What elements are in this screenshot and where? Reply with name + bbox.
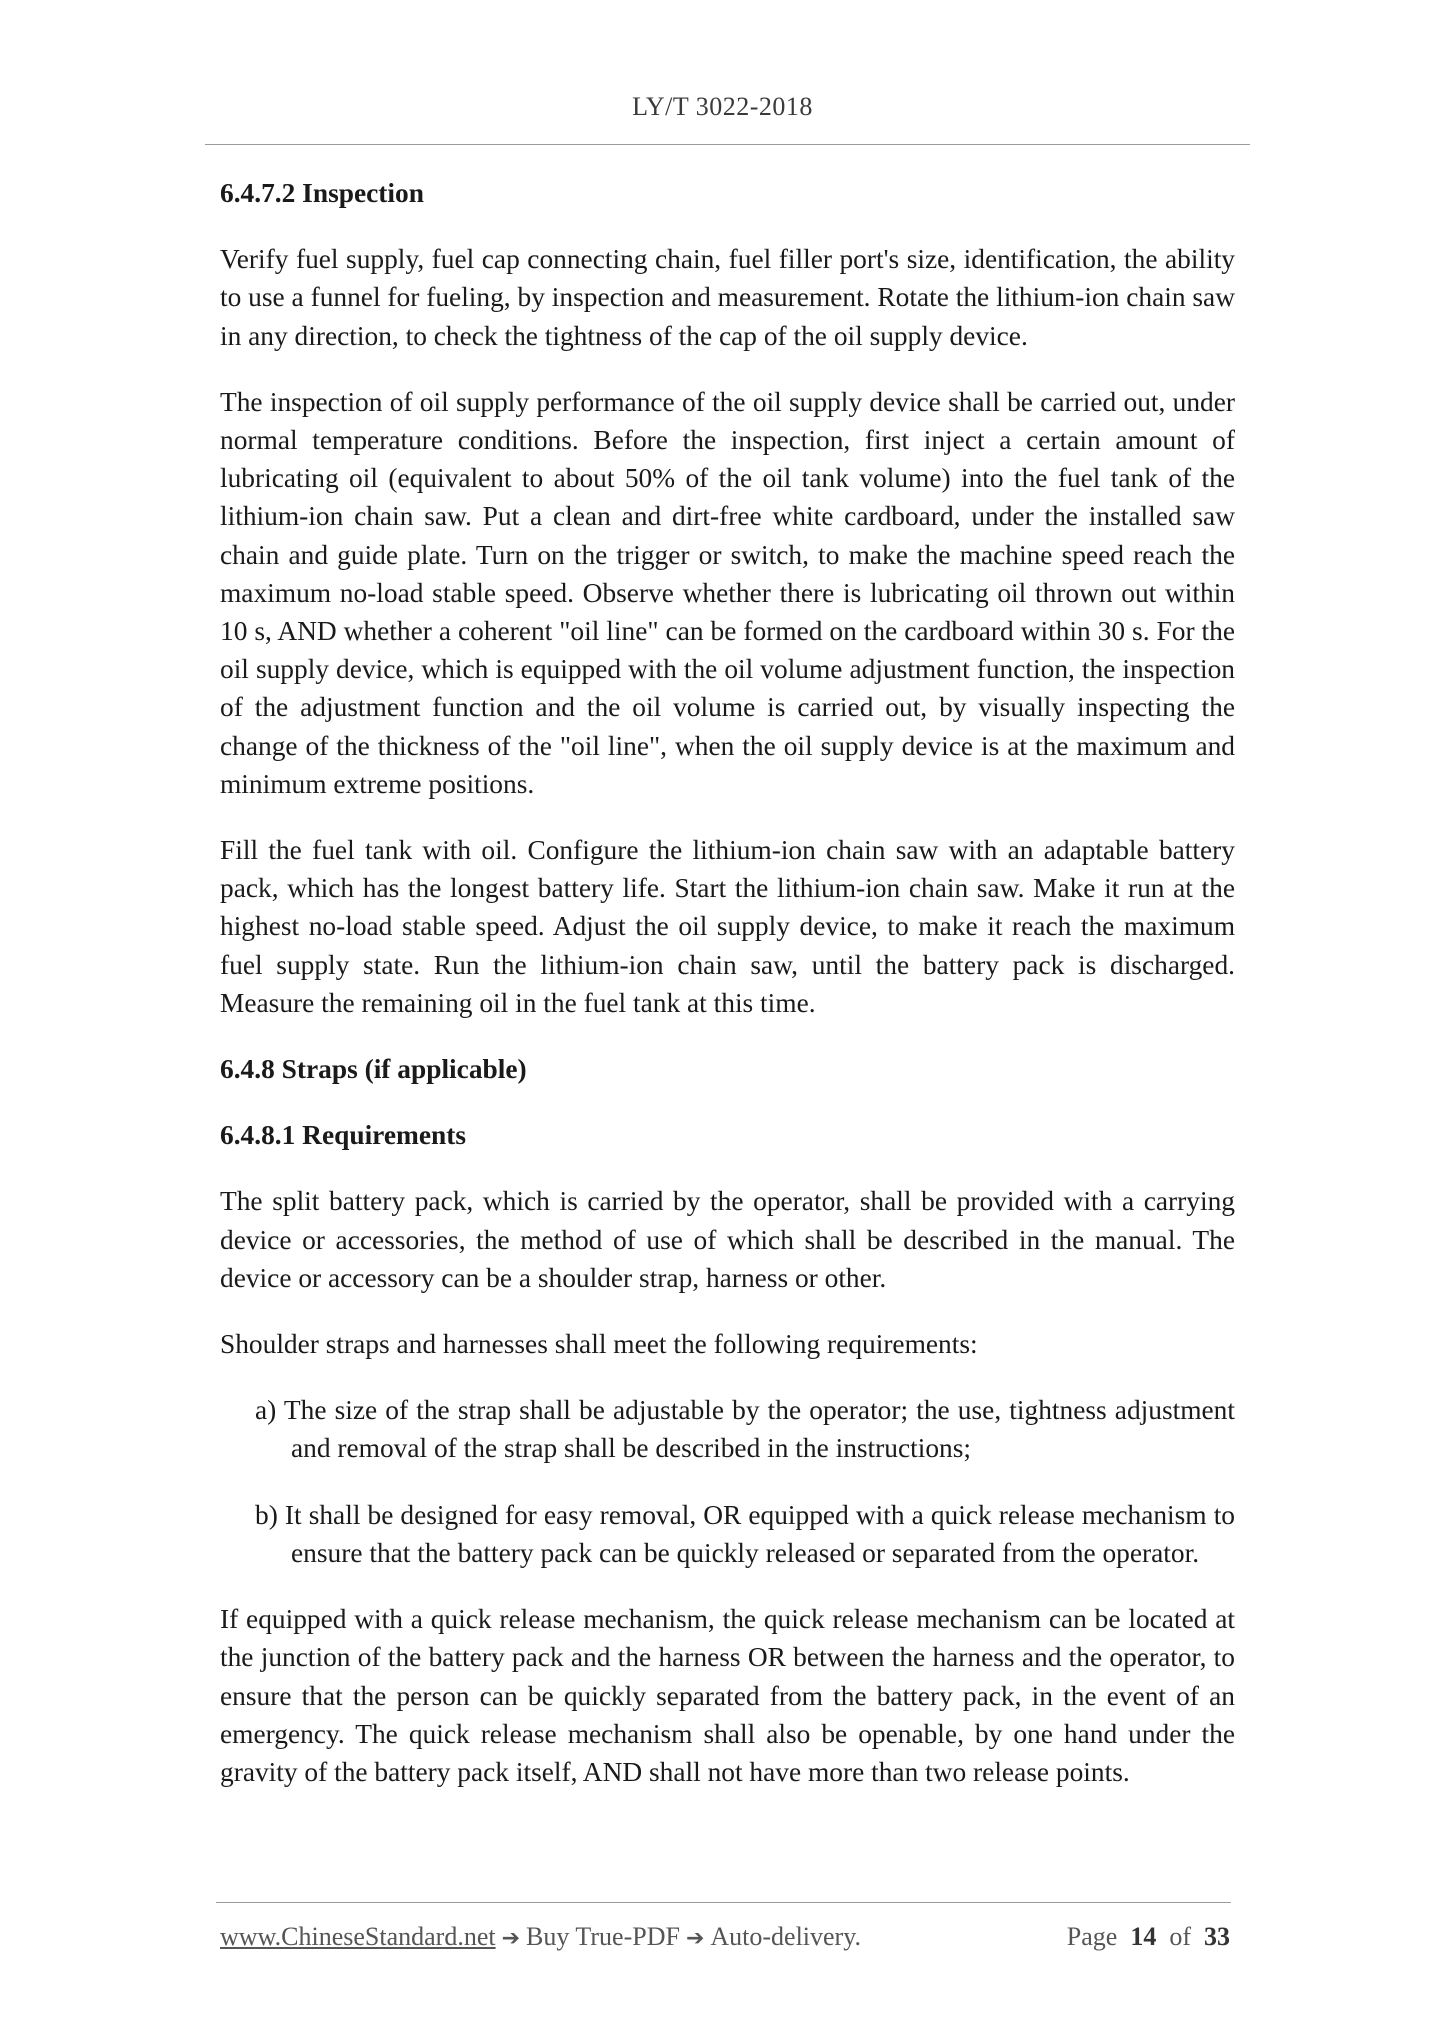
document-body [220,174,1235,1791]
section-heading-6-4-8-1: 6.4.8.1 Requirements [220,1120,466,1151]
list-item-b: b) It shall be designed for easy removal, OR equipped with a quick release mechanism to ensure that the battery pack can be quickly released or separated from the operator. [255,1499,1235,1568]
page-number: 14 [1130,1922,1157,1951]
section-heading-6-4-7-2: 6.4.7.2 Inspection [220,178,424,208]
footer-promo [220,1922,861,1952]
document-header: LY/T 3022-2018 [632,92,813,121]
paragraph: Verify fuel supply, fuel cap connecting chain, fuel filler port's size, identification, the ability to use a funnel for fueling, by inspection and measurement. Rotate the lithium-ion chain saw in any direction, to check the tightness of the cap of the oil supply device. [220,244,1235,351]
paragraph: The inspection of oil supply performance of the oil supply device shall be carried out, under normal temperature conditions. Before the inspection, first inject a certain amount of lubricating oil (equivalent to about 50% of the oil tank volume) into the fuel tank of the lithium-ion chain saw. Put a clean and dirt-free white cardboard, under the installed saw chain and guide plate. Turn on the trigger or switch, to make the machine speed reach the maximum no-load stable speed. Observe whether there is lubricating oil thrown out within 10 s, AND whether a coherent "oil line" can be formed on the cardboard within 30 s. For the oil supply device, which is equipped with the oil volume adjustment function, the inspection of the adjustment function and the oil volume is carried out, by visually inspecting the change of the thickness of the "oil line", when the oil supply device is at the maximum and minimum extreme positions. [220,386,1235,799]
site-link[interactable]: www.ChineseStandard.net [220,1922,496,1951]
page-word: Page [1066,1922,1118,1951]
page-indicator [1067,1922,1230,1952]
of-word: of [1169,1922,1191,1951]
footer-divider [216,1902,1231,1903]
arrow-right-icon: ➔ [685,1926,705,1951]
paragraph: The split battery pack, which is carried by the operator, shall be provided with a carrying device or accessories, the method of use of which shall be described in the manual. The device or accessory can be a shoulder strap, harness or other. [220,1186,1235,1293]
paragraph: Fill the fuel tank with oil. Configure the lithium-ion chain saw with an adaptable battery pack, which has the longest battery life. Start the lithium-ion chain saw. Make it run at the highest no-load stable speed. Adjust the oil supply device, to make it reach the maximum fuel supply state. Run the lithium-ion chain saw, until the battery pack is discharged. Measure the remaining oil in the fuel tank at this time. [220,835,1235,1018]
delivery-text: Auto-delivery. [710,1922,862,1951]
list-item-a: a) The size of the strap shall be adjustable by the operator; the use, tightness adjustment and removal of the strap shall be described in the instructions; [255,1395,1235,1464]
header-divider [205,144,1250,145]
page-total: 33 [1204,1922,1230,1951]
paragraph: If equipped with a quick release mechanism, the quick release mechanism can be located at the junction of the battery pack and the harness OR between the harness and the operator, to ensure that the person can be quickly separated from the battery pack, in the event of an emergency. The quick release mechanism shall also be openable, by one hand under the gravity of the battery pack itself, AND shall not have more than two release points. [220,1604,1235,1787]
section-heading-6-4-8: 6.4.8 Straps (if applicable) [220,1054,527,1085]
buy-text: Buy True-PDF [526,1922,680,1951]
paragraph: Shoulder straps and harnesses shall meet the following requirements: [220,1329,978,1360]
arrow-right-icon: ➔ [501,1926,521,1951]
